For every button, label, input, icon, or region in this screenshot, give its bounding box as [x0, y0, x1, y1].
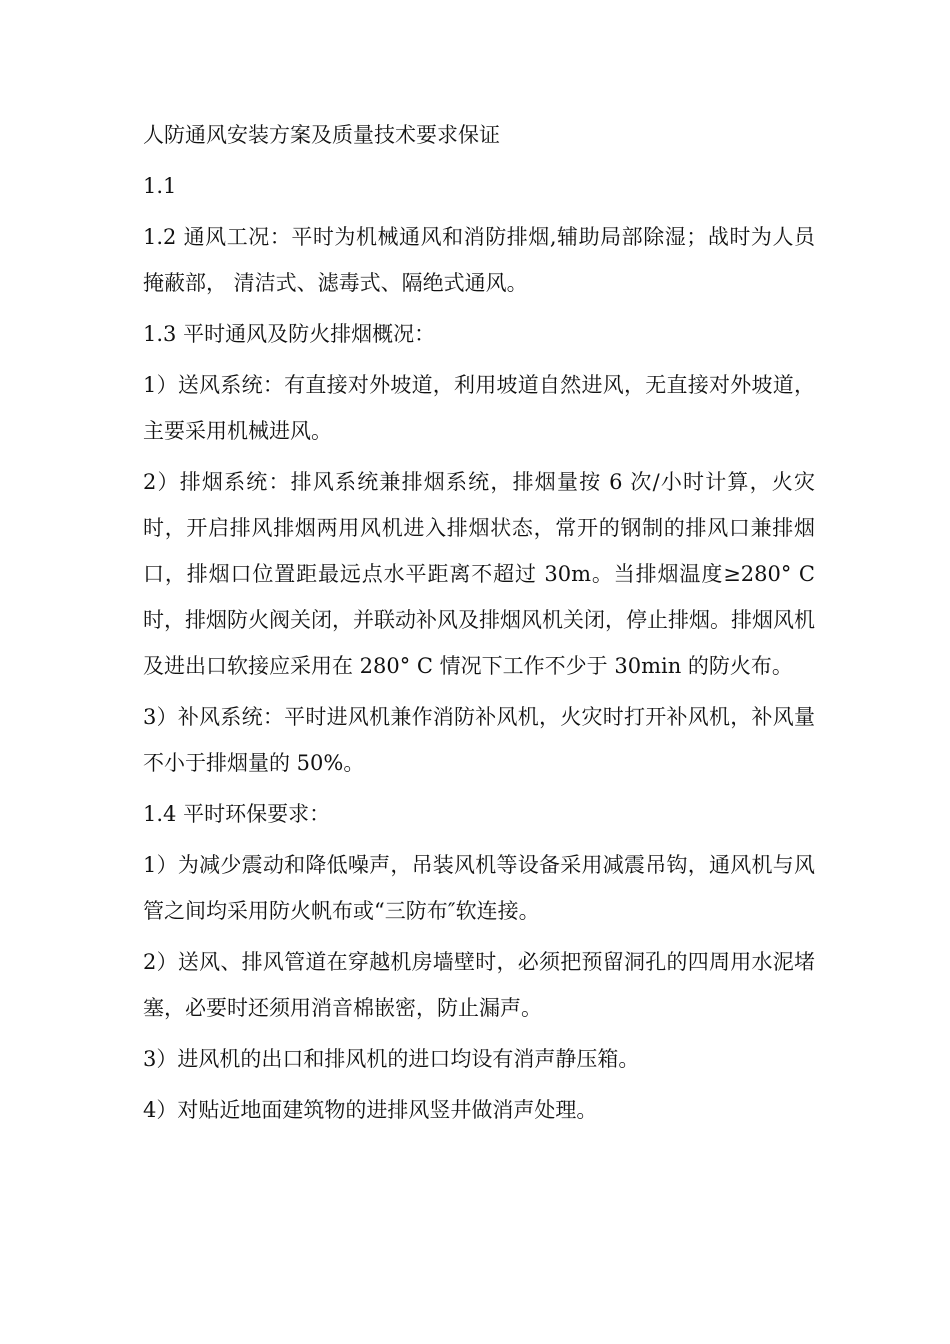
item-smoke-exhaust-system: 2）排烟系统：排风系统兼排烟系统，排烟量按 6 次/小时计算，火灾时，开启排风排烟两用风机进入排烟状态，常开的钢制的排风口兼排烟口，排烟口位置距最远点水平距离不超过 30m。当排烟温度≥280° C 时，排烟防火阀关闭，并联动补风及排烟风机关闭，停止排烟。排烟风机及进出口软接应采用在 280° C 情况下工作不少于 30min 的防火布。	[143, 470, 815, 678]
item-vibration-noise: 1）为减少震动和降低噪声，吊装风机等设备采用减震吊钩，通风机与风管之间均采用防火帆布或“三防布″软连接。	[143, 853, 815, 923]
item-shaft-noise-treatment: 4）对贴近地面建筑物的进排风竖井做消声处理。	[143, 1098, 598, 1122]
item-makeup-air-system: 3）补风系统：平时进风机兼作消防补风机，火灾时打开补风机，补风量不小于排烟量的 50%。	[143, 705, 815, 775]
section-1-3-heading: 1.3 平时通风及防火排烟概况：	[143, 322, 436, 346]
section-1-1: 1.1	[143, 174, 177, 198]
item-air-supply-system: 1）送风系统：有直接对外坡道，利用坡道自然进风，无直接对外坡道，主要采用机械进风。	[143, 373, 815, 443]
document-title: 人防通风安装方案及质量技术要求保证	[143, 123, 500, 147]
item-duct-wall-penetration: 2）送风、排风管道在穿越机房墙壁时，必须把预留洞孔的四周用水泥堵塞，必要时还须用消音棉嵌密，防止漏声。	[143, 950, 815, 1020]
item-static-pressure-box: 3）进风机的出口和排风机的进口均设有消声静压箱。	[143, 1047, 640, 1071]
section-1-2-ventilation-conditions: 1.2 通风工况：平时为机械通风和消防排烟,辅助局部除湿；战时为人员掩蔽部， 清洁式、滤毒式、隔绝式通风。	[143, 225, 815, 295]
section-1-4-heading: 1.4 平时环保要求：	[143, 802, 331, 826]
document-body	[143, 112, 815, 1133]
